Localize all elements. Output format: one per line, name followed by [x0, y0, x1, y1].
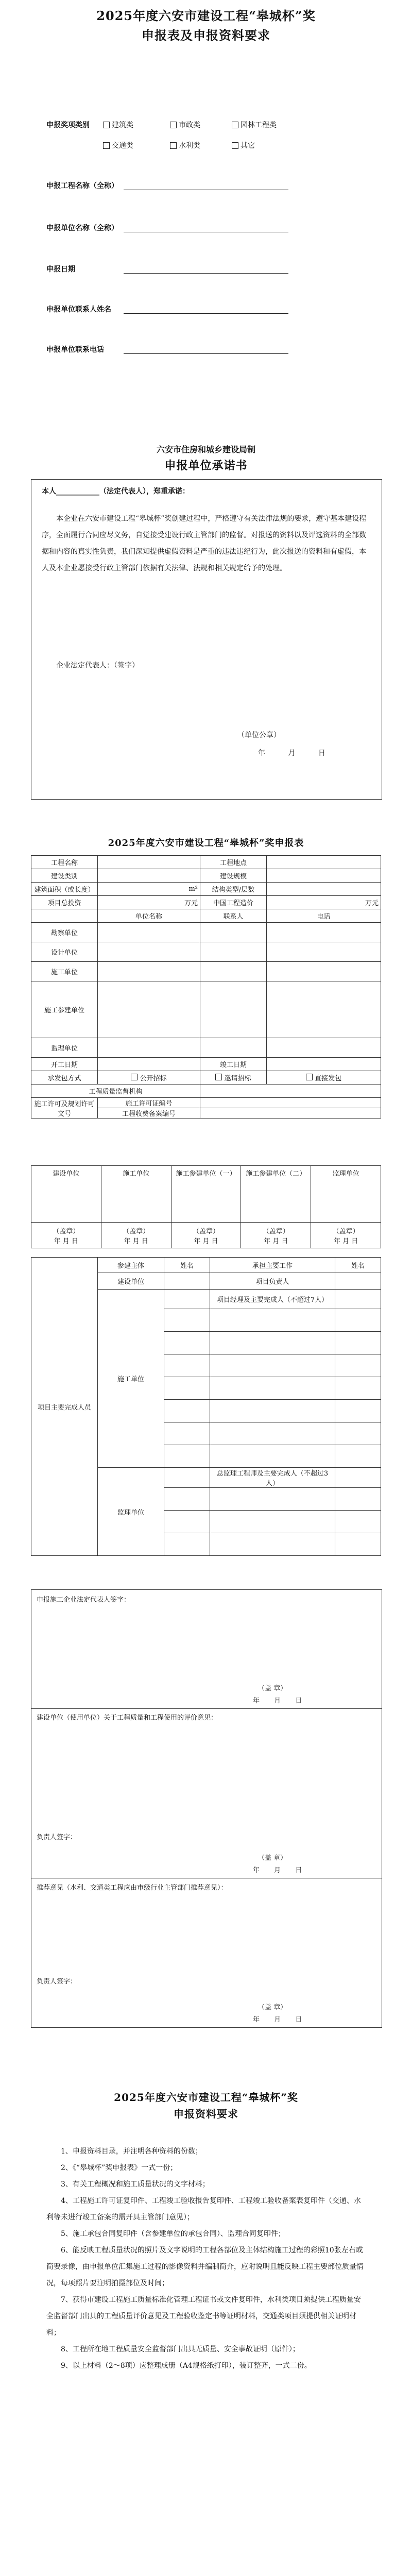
cell: 电话 [267, 909, 381, 923]
input-cell[interactable] [200, 962, 267, 981]
input-cell[interactable] [164, 1309, 210, 1332]
input-cell[interactable] [200, 1108, 381, 1118]
input-cell[interactable] [210, 1488, 335, 1511]
cell: 项目经理及主要完成人（不超过7人） [210, 1290, 335, 1309]
cell: 姓名 [164, 1258, 210, 1273]
input-cell[interactable] [164, 1422, 210, 1445]
cell: 施工单位 [98, 1290, 164, 1468]
input-cell[interactable] [267, 1058, 381, 1071]
cell: 监理单位 [98, 1468, 164, 1556]
checkbox[interactable] [170, 122, 177, 128]
input-cell[interactable] [210, 1309, 335, 1332]
input-cell[interactable] [335, 1511, 381, 1533]
category-option-municipal[interactable]: 市政类 [170, 120, 200, 130]
sign-cell-construction[interactable]: 建设单位 [31, 1166, 101, 1223]
category-option-building[interactable]: 建筑类 [103, 120, 133, 130]
sign-cell-sub1[interactable]: 施工参建单位（一） [171, 1166, 241, 1223]
input-cell[interactable] [335, 1533, 381, 1556]
pledge-signature: 企业法定代表人：（签字） [56, 662, 139, 670]
checkbox[interactable] [306, 1074, 313, 1080]
input-cell[interactable] [210, 1445, 335, 1468]
input-cell[interactable] [164, 1273, 210, 1290]
pledge-org: 六安市住房和城乡建设局制 [156, 445, 255, 454]
seal-text: （盖 章） [258, 1685, 287, 1692]
input-cell[interactable] [98, 923, 200, 942]
pledge-date: 年 月 日 [258, 749, 325, 757]
input-cell[interactable] [200, 923, 267, 942]
req-item: 9、以上材料（2～8项）应整理成册（A4规格纸打印），装订整齐，一式二份。 [61, 2362, 312, 2370]
requirements-list [46, 2143, 366, 2374]
field-contact-input[interactable] [124, 313, 288, 314]
field-unit-name-label: 申报单位名称（全称） [46, 224, 118, 232]
input-cell[interactable] [335, 1309, 381, 1332]
contract-option-invite[interactable]: 邀请招标 [200, 1071, 267, 1084]
input-cell[interactable] [267, 856, 381, 869]
sign-seal: （盖章） 年 月 日 [241, 1223, 311, 1248]
input-cell[interactable] [210, 1400, 335, 1422]
seal-text: （盖 章） [258, 1854, 287, 1862]
input-cell[interactable] [98, 869, 200, 883]
input-cell[interactable] [98, 962, 200, 981]
cover-title-line1: 2025年度六安市建设工程“皋城杯”奖 [96, 8, 316, 23]
field-phone-label: 申报单位联系电话 [46, 346, 104, 354]
input-cell[interactable] [210, 1511, 335, 1533]
cell: 施工许可证编号 [98, 1098, 200, 1108]
field-contact-label: 申报单位联系人姓名 [46, 306, 111, 314]
cell: 姓名 [335, 1258, 381, 1273]
req-item: 8、工程所在地工程质量安全监督部门出具无质量、安全事故证明（原件）； [61, 2345, 300, 2353]
cell: 工程地点 [200, 856, 267, 869]
req-item: 5、施工承包合同复印件（含参建单位的承包合同）、监理合同复印件； [61, 2230, 285, 2238]
input-cell[interactable] [335, 1354, 381, 1377]
input-cell[interactable] [335, 1377, 381, 1400]
cell: 工程名称 [31, 856, 98, 869]
input-cell[interactable] [164, 1445, 210, 1468]
cell: 监理单位 [31, 1038, 98, 1058]
cell: 建设类别 [31, 869, 98, 883]
field-phone-input[interactable] [124, 353, 288, 354]
input-cell[interactable] [267, 869, 381, 883]
input-cell[interactable] [98, 981, 200, 1038]
field-date-input[interactable] [124, 273, 288, 274]
cell: 工程收费备案编号 [98, 1108, 200, 1118]
cell: 参建主体 [98, 1258, 164, 1273]
pledge-box [31, 479, 382, 800]
input-cell[interactable] [210, 1377, 335, 1400]
pledge-title: 申报单位承诺书 [164, 459, 248, 472]
cell: 项目负责人 [210, 1273, 335, 1290]
req-title [0, 2089, 412, 2122]
input-cell[interactable] [267, 1038, 381, 1058]
input-cell[interactable] [200, 1084, 381, 1098]
checkbox[interactable] [170, 142, 177, 149]
date-text: 年 月 日 [253, 1697, 302, 1705]
cover-title-line2: 申报表及申报资料要求 [142, 28, 270, 43]
sign-cell-contractor[interactable]: 施工单位 [101, 1166, 171, 1223]
application-table [31, 855, 381, 1118]
input-cell[interactable] [164, 1533, 210, 1556]
checkbox[interactable] [232, 122, 238, 128]
input-cell[interactable] [164, 1290, 210, 1309]
sign-seal: （盖章） 年 月 日 [311, 1223, 381, 1248]
input-cell[interactable] [210, 1533, 335, 1556]
input-cell[interactable] [200, 942, 267, 962]
cell: 工程质量监督机构 [31, 1084, 200, 1098]
date-text: 年 月 日 [253, 2016, 302, 2024]
rec-sign-label: 负责人签字： [37, 1978, 77, 1986]
req-item: 2、《“皋城杯”奖申报表》一式一份； [61, 2164, 178, 2172]
input-cell[interactable] [210, 1354, 335, 1377]
sign-cell-supervisor[interactable]: 监理单位 [311, 1166, 381, 1223]
owner-opinion-box[interactable]: 建设单位（使用单位）关于工程质量和工程使用的评价意见： 负责人签字： （盖 章） 年 月 日 [31, 1708, 382, 1878]
cell: 开工日期 [31, 1058, 98, 1071]
input-cell[interactable] [335, 1468, 381, 1488]
input-cell[interactable] [210, 1422, 335, 1445]
input-cell[interactable] [335, 1332, 381, 1354]
req-item: 6、能反映工程质量状况的照片及文字说明的工程各部位及主体结构施工过程的彩照10张左右或简要录像，由申报单位汇集施工过程的影像资料并编制简介，应附说明且能反映工程主要部位质量情况，每项照片要注明拍摄部位及时间； [46, 2246, 364, 2287]
cell: 承担主要工作 [210, 1258, 335, 1273]
cell: 项目主要完成人员 [31, 1258, 98, 1556]
input-cell[interactable]: m² [98, 883, 200, 896]
checkbox[interactable] [103, 122, 110, 128]
legal-rep-signature-box[interactable]: 申报施工企业法定代表人签字： （盖 章） 年 月 日 [31, 1589, 382, 1709]
owner-sign-label: 负责人签字： [37, 1834, 77, 1841]
input-cell[interactable] [210, 1332, 335, 1354]
contract-option-direct[interactable]: 直接发包 [267, 1071, 381, 1084]
form-title: 2025年度六安市建设工程“皋城杯”奖申报表 [108, 838, 304, 849]
input-cell[interactable] [335, 1422, 381, 1445]
category-label: 申报奖项类别 [46, 121, 90, 129]
cell: 施工单位 [31, 962, 98, 981]
cell: 总监理工程师及主要完成人（不超过3人） [210, 1468, 335, 1488]
cell [31, 909, 98, 923]
input-cell[interactable] [98, 856, 200, 869]
req-item: 3、有关工程概况和施工质量状况的文字材料； [61, 2180, 210, 2189]
date-text: 年 月 日 [253, 1867, 302, 1874]
sign-seal: （盖章） 年 月 日 [171, 1223, 241, 1248]
cell: 建设单位 [98, 1273, 164, 1290]
input-cell[interactable] [164, 1332, 210, 1354]
contract-option-open[interactable]: 公开招标 [98, 1071, 200, 1084]
input-cell[interactable] [98, 942, 200, 962]
cover-title [0, 6, 412, 45]
staff-table [31, 1257, 381, 1556]
sign-cell-sub2[interactable]: 施工参建单位（二） [241, 1166, 311, 1223]
input-cell[interactable] [164, 1354, 210, 1377]
checkbox[interactable] [131, 1074, 138, 1080]
category-option-water[interactable]: 水利类 [170, 140, 200, 150]
category-option-traffic[interactable]: 交通类 [103, 140, 133, 150]
checkbox[interactable] [103, 142, 110, 149]
category-option-garden[interactable]: 园林工程类 [232, 120, 277, 130]
pledge-salutation: 本人____________（法定代表人），郑重承诺： [42, 487, 190, 496]
req-item: 7、获得市建设工程施工质量标准化管理工程证书或文件复印件，水利类项目须提供工程质量安全监督部门出具的工程质量评价意见及工程验收鉴定书等证明材料，交通类项目须提供相关证明材料； [46, 2296, 361, 2337]
input-cell[interactable] [98, 1058, 200, 1071]
cell: 承发包方式 [31, 1071, 98, 1084]
cell: 联系人 [200, 909, 267, 923]
input-cell[interactable] [98, 1038, 200, 1058]
cell: 设计单位 [31, 942, 98, 962]
input-cell[interactable] [164, 1468, 210, 1488]
cell: 勘察单位 [31, 923, 98, 942]
input-cell[interactable] [164, 1488, 210, 1511]
cell: 建设规模 [200, 869, 267, 883]
input-cell[interactable] [267, 923, 381, 942]
category-option-other[interactable]: 其它 [232, 140, 255, 150]
input-cell[interactable] [267, 962, 381, 981]
cell: 结构类型/层数 [200, 883, 267, 896]
input-cell[interactable] [267, 883, 381, 896]
checkbox[interactable] [232, 142, 238, 149]
seal-text: （盖 章） [258, 2004, 287, 2011]
input-cell[interactable] [200, 981, 267, 1038]
input-cell[interactable] [335, 1290, 381, 1309]
cell: 单位名称 [98, 909, 200, 923]
cell: 建筑面积（或长度） [31, 883, 98, 896]
req-item: 1、申报资料目录，并注明各种资料的份数； [61, 2147, 202, 2156]
cell: 竣工日期 [200, 1058, 267, 1071]
checkbox[interactable] [215, 1074, 222, 1080]
req-title-line2: 申报资料要求 [174, 2108, 238, 2120]
input-cell[interactable]: 万元 [98, 896, 200, 909]
input-cell[interactable] [335, 1445, 381, 1468]
signature-table [31, 1165, 381, 1248]
input-cell[interactable] [267, 981, 381, 1038]
field-project-name-label: 申报工程名称（全称） [46, 182, 118, 190]
pledge-seal: （单位公章） [237, 731, 281, 739]
req-title-line1: 2025年度六安市建设工程“皋城杯”奖 [114, 2091, 298, 2104]
input-cell[interactable] [335, 1488, 381, 1511]
cell: 项目总投资 [31, 896, 98, 909]
cell: 施工许可及规划许可文号 [31, 1098, 98, 1118]
cell: 施工参建单位 [31, 981, 98, 1038]
pledge-text: 本企业在六安市建设工程“皋城杯”奖创建过程中，严格遵守有关法律法规的要求，遵守基本建设程序，全面履行合同应尽义务，自觉接受建设行政主管部门的监督。对报送的资料以及评选资料的全部数据和内容的真实性负责，我们深知提供虚假资料是严重的违法违纪行为，此次报送的资料和有虚假，本人及本企业愿接受行政主管部门依据有关法律、法规和相关规定给予的处理。 [42, 515, 367, 572]
input-cell[interactable] [267, 942, 381, 962]
sign-seal: （盖章） 年 月 日 [101, 1223, 171, 1248]
input-cell[interactable] [164, 1511, 210, 1533]
input-cell[interactable] [335, 1273, 381, 1290]
input-cell[interactable] [200, 1038, 267, 1058]
input-cell[interactable]: 万元 [267, 896, 381, 909]
cell: 中国工程造价 [200, 896, 267, 909]
input-cell[interactable] [200, 1098, 381, 1108]
req-item: 4、工程施工许可证复印件、工程竣工验收报告复印件、工程竣工验收备案表复印件（交通、水利等未进行竣工备案的需开具主管部门意见）； [46, 2197, 361, 2222]
input-cell[interactable] [164, 1377, 210, 1400]
field-date-label: 申报日期 [46, 265, 75, 274]
input-cell[interactable] [335, 1400, 381, 1422]
recommendation-box[interactable]: 推荐意见（水利、交通类工程应由市级行业主管部门推荐意见）： 负责人签字： （盖 章） 年 月 日 [31, 1878, 382, 2028]
sign-seal: （盖章） 年 月 日 [31, 1223, 101, 1248]
input-cell[interactable] [164, 1400, 210, 1422]
